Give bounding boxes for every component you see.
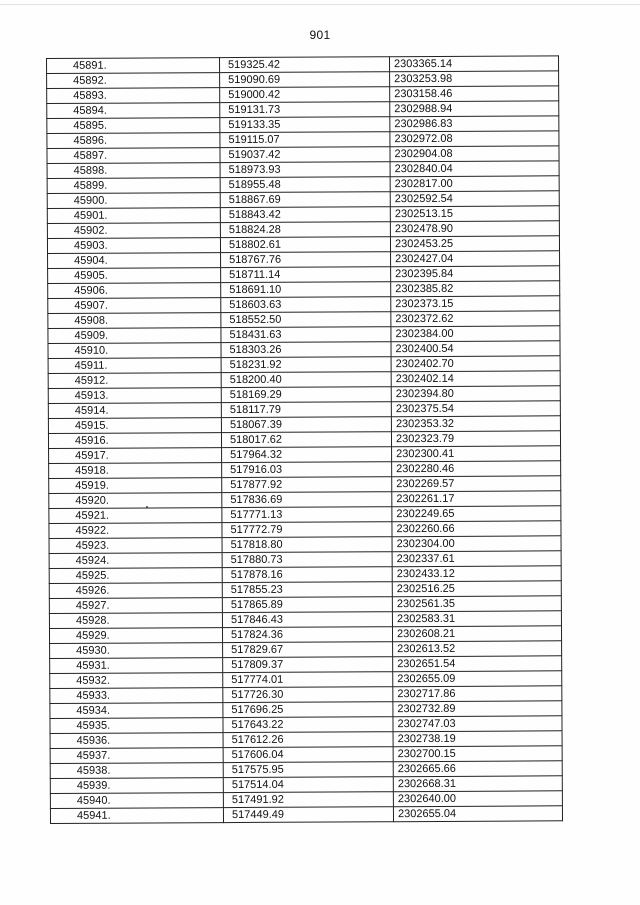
point-number-cell: 45904. — [48, 253, 221, 269]
point-number-cell: 45922. — [49, 523, 222, 539]
point-number-cell: 45937. — [50, 748, 223, 764]
y-coordinate-cell: 2302747.03 — [393, 716, 562, 732]
x-coordinate-cell: 517809.37 — [223, 657, 393, 673]
y-coordinate-cell: 2302337.61 — [392, 551, 561, 567]
point-number-cell: 45893. — [47, 88, 220, 104]
y-coordinate-cell: 2302613.52 — [393, 641, 562, 657]
x-coordinate-cell: 517880.73 — [222, 552, 392, 568]
page-number: 901 — [309, 28, 331, 42]
coordinates-table-body — [47, 56, 563, 824]
x-coordinate-cell: 518867.69 — [220, 192, 390, 208]
x-coordinate-cell: 518691.10 — [221, 282, 391, 298]
y-coordinate-cell: 2302400.54 — [391, 341, 560, 357]
point-number-cell: 45939. — [50, 778, 223, 794]
x-coordinate-cell: 517877.92 — [222, 477, 392, 493]
point-number-cell: 45932. — [50, 673, 223, 689]
y-coordinate-cell: 2302904.08 — [390, 146, 559, 162]
point-number-cell: 45908. — [48, 313, 221, 329]
y-coordinate-cell: 2302453.25 — [390, 236, 559, 252]
y-coordinate-cell: 2302384.00 — [391, 326, 560, 342]
x-coordinate-cell: 518200.40 — [221, 372, 391, 388]
y-coordinate-cell: 2302840.04 — [390, 161, 559, 177]
x-coordinate-cell: 517824.36 — [222, 627, 392, 643]
scan-edge-line — [0, 4, 640, 5]
y-coordinate-cell: 2302304.00 — [392, 536, 561, 552]
y-coordinate-cell: 2302427.04 — [391, 251, 560, 267]
y-coordinate-cell: 2302249.65 — [392, 506, 561, 522]
point-number-cell: 45900. — [47, 193, 220, 209]
y-coordinate-cell: 2302668.31 — [393, 776, 562, 792]
point-number-cell: 45894. — [47, 103, 220, 119]
x-coordinate-cell: 519090.69 — [220, 72, 390, 88]
y-coordinate-cell: 2302433.12 — [392, 566, 561, 582]
x-coordinate-cell: 518955.48 — [220, 177, 390, 193]
y-coordinate-cell: 2302402.14 — [391, 371, 560, 387]
point-number-cell: 45916. — [48, 433, 221, 449]
y-coordinate-cell: 2303158.46 — [390, 86, 559, 102]
x-coordinate-cell: 518169.29 — [221, 387, 391, 403]
y-coordinate-cell: 2302269.57 — [392, 476, 561, 492]
x-coordinate-cell: 517818.80 — [222, 537, 392, 553]
x-coordinate-cell: 519133.35 — [220, 117, 390, 133]
y-coordinate-cell: 2302261.17 — [392, 491, 561, 507]
y-coordinate-cell: 2302592.54 — [390, 191, 559, 207]
y-coordinate-cell: 2302561.35 — [392, 596, 561, 612]
point-number-cell: 45938. — [50, 763, 223, 779]
x-coordinate-cell: 517726.30 — [223, 687, 393, 703]
point-number-cell: 45909. — [48, 328, 221, 344]
point-number-cell: 45926. — [49, 583, 222, 599]
x-coordinate-cell: 517772.79 — [222, 522, 392, 538]
x-coordinate-cell: 518603.63 — [221, 297, 391, 313]
x-coordinate-cell: 518303.26 — [221, 342, 391, 358]
point-number-cell: 45925. — [49, 568, 222, 584]
y-coordinate-cell: 2302972.08 — [390, 131, 559, 147]
y-coordinate-cell: 2302988.94 — [390, 101, 559, 117]
x-coordinate-cell: 517771.13 — [222, 507, 392, 523]
point-number-cell: 45897. — [47, 148, 220, 164]
point-number-cell: 45923. — [49, 538, 222, 554]
y-coordinate-cell: 2302651.54 — [393, 656, 562, 672]
y-coordinate-cell: 2302817.00 — [390, 176, 559, 192]
point-number-cell: 45901. — [47, 208, 220, 224]
y-coordinate-cell: 2302394.80 — [391, 386, 560, 402]
x-coordinate-cell: 517491.92 — [223, 792, 393, 808]
y-coordinate-cell: 2302353.32 — [391, 416, 560, 432]
y-coordinate-cell: 2302478.90 — [390, 221, 559, 237]
x-coordinate-cell: 517829.67 — [223, 642, 393, 658]
point-number-cell: 45902. — [47, 223, 220, 239]
y-coordinate-cell: 2302513.15 — [390, 206, 559, 222]
x-coordinate-cell: 519115.07 — [220, 132, 390, 148]
x-coordinate-cell: 517774.01 — [223, 672, 393, 688]
point-number-cell: 45912. — [48, 373, 221, 389]
x-coordinate-cell: 518973.93 — [220, 162, 390, 178]
point-number-cell: 45920. — [49, 493, 222, 509]
y-coordinate-cell: 2302373.15 — [391, 296, 560, 312]
x-coordinate-cell: 518767.76 — [221, 252, 391, 268]
point-number-cell: 45914. — [48, 403, 221, 419]
x-coordinate-cell: 519037.42 — [220, 147, 390, 163]
y-coordinate-cell: 2302608.21 — [392, 626, 561, 642]
x-coordinate-cell: 517514.04 — [223, 777, 393, 793]
y-coordinate-cell: 2302375.54 — [391, 401, 560, 417]
point-number-cell: 45898. — [47, 163, 220, 179]
y-coordinate-cell: 2302700.15 — [393, 746, 562, 762]
point-number-cell: 45910. — [48, 343, 221, 359]
x-coordinate-cell: 517878.16 — [222, 567, 392, 583]
point-number-cell: 45934. — [50, 703, 223, 719]
x-coordinate-cell: 517575.95 — [223, 762, 393, 778]
y-coordinate-cell: 2302583.31 — [392, 611, 561, 627]
y-coordinate-cell: 2302717.86 — [393, 686, 562, 702]
x-coordinate-cell: 518067.39 — [221, 417, 391, 433]
x-coordinate-cell: 517865.89 — [222, 597, 392, 613]
y-coordinate-cell: 2302655.09 — [393, 671, 562, 687]
point-number-cell: 45929. — [49, 628, 222, 644]
x-coordinate-cell: 518431.63 — [221, 327, 391, 343]
point-number-cell: 45933. — [50, 688, 223, 704]
y-coordinate-cell: 2302395.84 — [391, 266, 560, 282]
point-number-cell: 45930. — [50, 643, 223, 659]
y-coordinate-cell: 2302402.70 — [391, 356, 560, 372]
y-coordinate-cell: 2302640.00 — [393, 791, 562, 807]
x-coordinate-cell: 519000.42 — [220, 87, 390, 103]
y-coordinate-cell: 2302300.41 — [392, 446, 561, 462]
x-coordinate-cell: 517964.32 — [222, 447, 392, 463]
coordinates-table — [46, 55, 563, 824]
x-coordinate-cell: 518711.14 — [221, 267, 391, 283]
y-coordinate-cell: 2302385.82 — [391, 281, 560, 297]
point-number-cell: 45940. — [50, 793, 223, 809]
x-coordinate-cell: 517612.26 — [223, 732, 393, 748]
x-coordinate-cell: 518843.42 — [220, 207, 390, 223]
x-coordinate-cell: 518117.79 — [221, 402, 391, 418]
point-number-cell: 45905. — [48, 268, 221, 284]
y-coordinate-cell: 2302372.62 — [391, 311, 560, 327]
point-number-cell: 45915. — [48, 418, 221, 434]
x-coordinate-cell: 518017.62 — [221, 432, 391, 448]
point-number-cell: 45896. — [47, 133, 220, 149]
point-number-cell: 45919. — [49, 478, 222, 494]
y-coordinate-cell: 2302280.46 — [392, 461, 561, 477]
y-coordinate-cell: 2303365.14 — [389, 56, 558, 72]
y-coordinate-cell: 2302738.19 — [393, 731, 562, 747]
x-coordinate-cell: 517916.03 — [222, 462, 392, 478]
x-coordinate-cell: 518802.61 — [220, 237, 390, 253]
x-coordinate-cell: 519131.73 — [220, 102, 390, 118]
point-number-cell: 45936. — [50, 733, 223, 749]
point-number-cell: 45931. — [50, 658, 223, 674]
point-number-cell: 45921. — [49, 508, 222, 524]
x-coordinate-cell: 519325.42 — [220, 57, 390, 73]
point-number-cell: 45935. — [50, 718, 223, 734]
point-number-cell: 45895. — [47, 118, 220, 134]
x-coordinate-cell: 517606.04 — [223, 747, 393, 763]
point-number-cell: 45892. — [47, 73, 220, 89]
point-number-cell: 45924. — [49, 553, 222, 569]
point-number-cell: 45907. — [48, 298, 221, 314]
point-number-cell: 45906. — [48, 283, 221, 299]
point-number-cell: 45927. — [49, 598, 222, 614]
point-number-cell: 45913. — [48, 388, 221, 404]
table-row — [50, 806, 562, 824]
y-coordinate-cell: 2302323.79 — [391, 431, 560, 447]
y-coordinate-cell: 2302655.04 — [393, 806, 562, 822]
point-number-cell: 45891. — [47, 58, 220, 74]
x-coordinate-cell: 517696.25 — [223, 702, 393, 718]
point-number-cell: 45918. — [49, 463, 222, 479]
x-coordinate-cell: 517836.69 — [222, 492, 392, 508]
point-number-cell: 45899. — [47, 178, 220, 194]
point-number-cell: 45928. — [49, 613, 222, 629]
y-coordinate-cell: 2303253.98 — [390, 71, 559, 87]
x-coordinate-cell: 517643.22 — [223, 717, 393, 733]
x-coordinate-cell: 517855.23 — [222, 582, 392, 598]
y-coordinate-cell: 2302260.66 — [392, 521, 561, 537]
x-coordinate-cell: 518231.92 — [221, 357, 391, 373]
x-coordinate-cell: 518824.28 — [220, 222, 390, 238]
point-number-cell: 45917. — [49, 448, 222, 464]
y-coordinate-cell: 2302986.83 — [390, 116, 559, 132]
point-number-cell: 45903. — [47, 238, 220, 254]
point-number-cell: 45911. — [48, 358, 221, 374]
x-coordinate-cell: 518552.50 — [221, 312, 391, 328]
x-coordinate-cell: 517846.43 — [222, 612, 392, 628]
y-coordinate-cell: 2302516.25 — [392, 581, 561, 597]
point-number-cell: 45941. — [50, 808, 223, 824]
y-coordinate-cell: 2302665.66 — [393, 761, 562, 777]
x-coordinate-cell: 517449.49 — [223, 807, 393, 823]
scan-speck — [146, 506, 148, 508]
y-coordinate-cell: 2302732.89 — [393, 701, 562, 717]
